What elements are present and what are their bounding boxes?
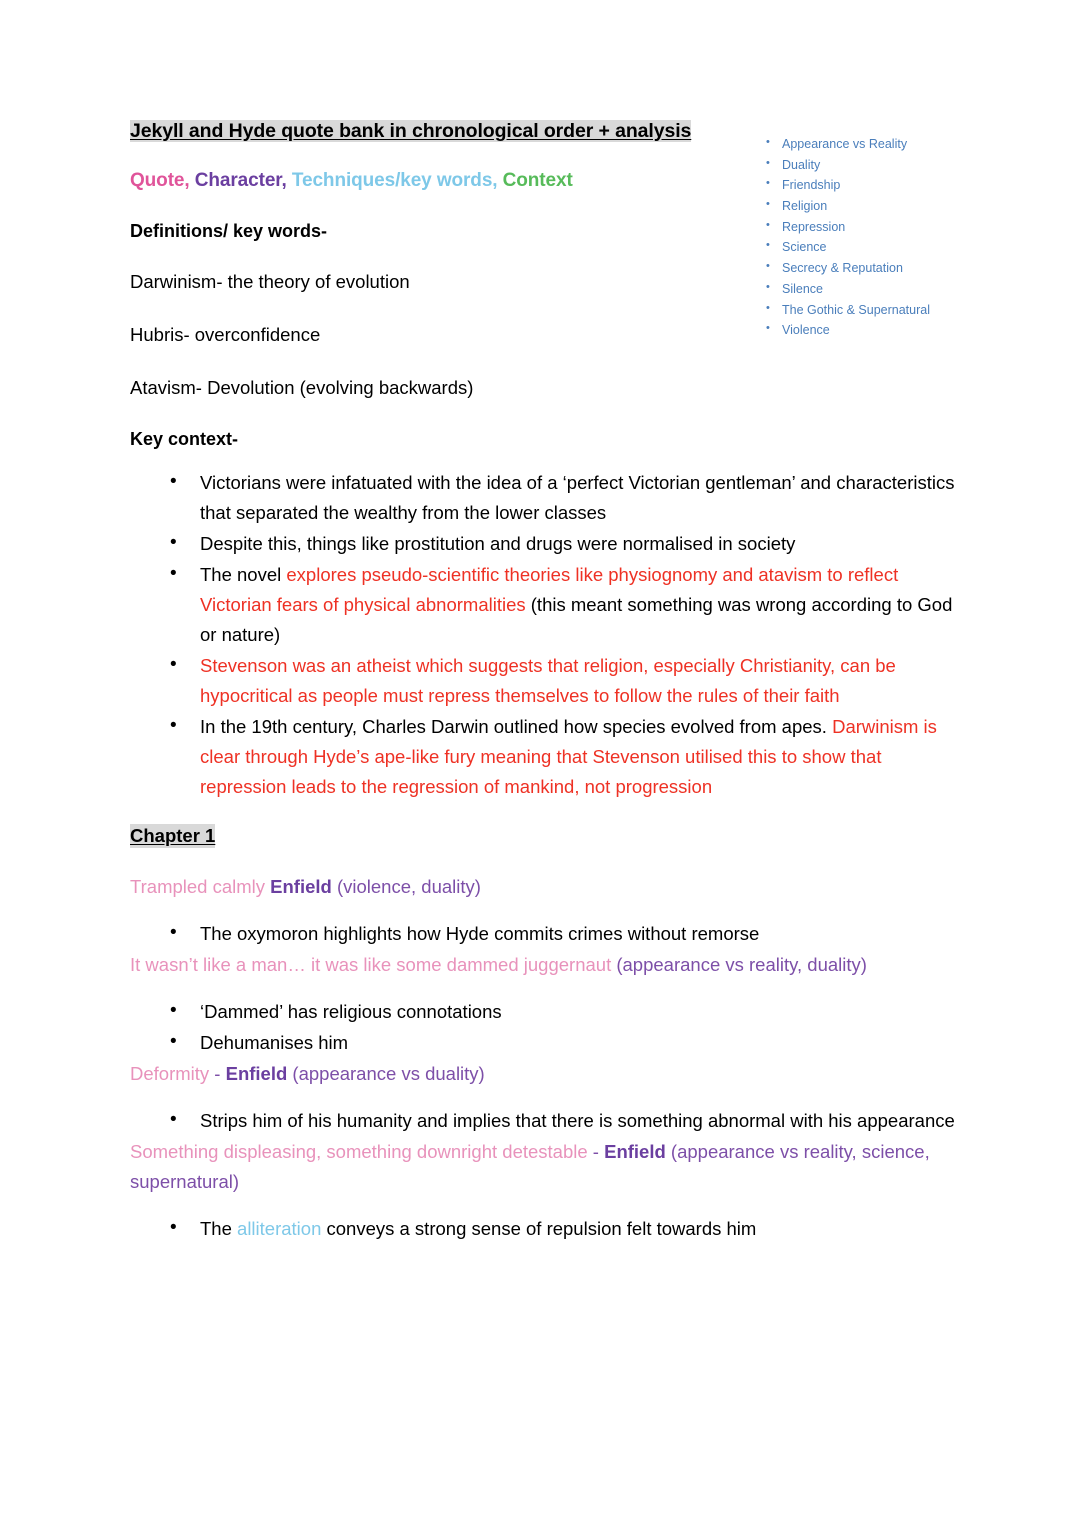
text-run-black: The novel [200,564,287,586]
theme-list-item: • The Gothic & Supernatural [762,304,1012,317]
text-run-black: The [200,1217,238,1239]
key-context-bullet-list [130,468,970,802]
text-run-red: explores pseudo-scientific theories like physiognomy and atavism to reflect Victorian fears of physical abnormalities [200,564,899,616]
quote-themes: (appearance vs reality, science, supernatural) [130,1140,930,1192]
text-run-black: Despite this, things like prostitution and drugs were normalised in society [200,533,796,555]
legend-techniques-label: Techniques/key words, [291,170,498,192]
quote-text: Trampled calmly [130,876,266,898]
quote-text: It wasn’t like a man… it was like some dammed juggernaut [130,954,612,976]
quote-text: Something displeasing, something downright detestable [130,1140,588,1162]
quote-themes: (appearance vs duality) [292,1063,485,1084]
key-context-bullet [168,712,970,802]
text-run-black: The oxymoron highlights how Hyde commits crimes without remorse [200,923,760,945]
chapter-heading-row [130,824,970,848]
quote-dash: - [209,1063,226,1084]
text-run-black: ‘Dammed’ has religious connotations [200,1001,502,1023]
text-run-blue: alliteration [237,1217,322,1239]
theme-list-item: • Violence [762,324,1012,337]
text-run-black: In the 19th century, Charles Darwin outlined how species evolved from apes. [200,716,833,738]
theme-list-item: • Religion [762,200,1012,213]
key-context-bullet [168,529,970,559]
quote-line [130,1059,970,1089]
key-context-bullet [168,468,970,528]
analysis-bullet [168,1106,970,1136]
definitions-heading: Definitions/ key words- [130,221,328,242]
definition-line: Atavism- Devolution (evolving backwards) [130,377,474,399]
definition-line: Hubris- overconfidence [130,324,321,346]
quote-dash: - [587,1140,605,1162]
chapter-heading: Chapter 1 [130,824,215,848]
text-run-black: Strips him of his humanity and implies that there is something abnormal with his appearance [200,1109,955,1131]
analysis-bullet-list [130,1214,970,1244]
theme-list-item: • Friendship [762,179,1012,192]
theme-list-item: • Science [762,241,1012,254]
legend-quote-label: Quote, [130,170,190,192]
legend-context-label: Context [502,170,573,192]
theme-list-item: • Silence [762,283,1012,296]
quote-line [130,1137,970,1197]
analysis-bullet [168,997,970,1027]
character-name: Enfield [270,876,332,898]
character-name: Enfield [604,1140,666,1162]
analysis-bullet-list [130,1106,970,1136]
themes-panel [762,138,1012,345]
key-context-bullet [168,651,970,711]
legend-character-label: Character, [194,170,287,192]
theme-list-item: • Appearance vs Reality [762,138,1012,151]
text-run-red: Darwinism is clear through Hyde’s ape-like fury meaning that Stevenson utilised this to show that repression leads to the regression of mankind, not progression [200,716,937,798]
key-context-bullet [168,560,970,650]
quote-text: Deformity [130,1063,210,1084]
analysis-bullet [168,1028,970,1058]
text-run-black: Victorians were infatuated with the idea of a ‘perfect Victorian gentleman’ and characteristics that separated the wealthy from the lower classes [200,472,955,524]
quote-line [130,872,970,902]
key-context-heading: Key context- [130,429,239,450]
definition-line: Darwinism- the theory of evolution [130,271,410,293]
theme-list-item: • Duality [762,159,1012,172]
analysis-bullet-list [130,997,970,1058]
analysis-bullet-list [130,919,970,949]
text-run-red: Stevenson was an atheist which suggests that religion, especially Christianity, can be hypocritical as people must repress themselves to follow the rules of their faith [200,655,896,707]
analysis-bullet [168,919,970,949]
quote-entries [130,872,970,1244]
page-title: Jekyll and Hyde quote bank in chronological order + analysis [130,120,692,142]
quote-line [130,950,970,980]
analysis-bullet [168,1214,970,1244]
text-run-black: conveys a strong sense of repulsion felt towards him [321,1217,757,1239]
character-name: Enfield [225,1063,288,1084]
quote-themes: (violence, duality) [336,876,481,898]
text-run-black: (this meant something was wrong according to God or nature) [200,594,953,646]
text-run-black: Dehumanises him [200,1032,349,1054]
theme-list-item: • Secrecy & Reputation [762,262,1012,275]
theme-list-item: • Repression [762,221,1012,234]
quote-themes: (appearance vs reality, duality) [616,954,867,976]
